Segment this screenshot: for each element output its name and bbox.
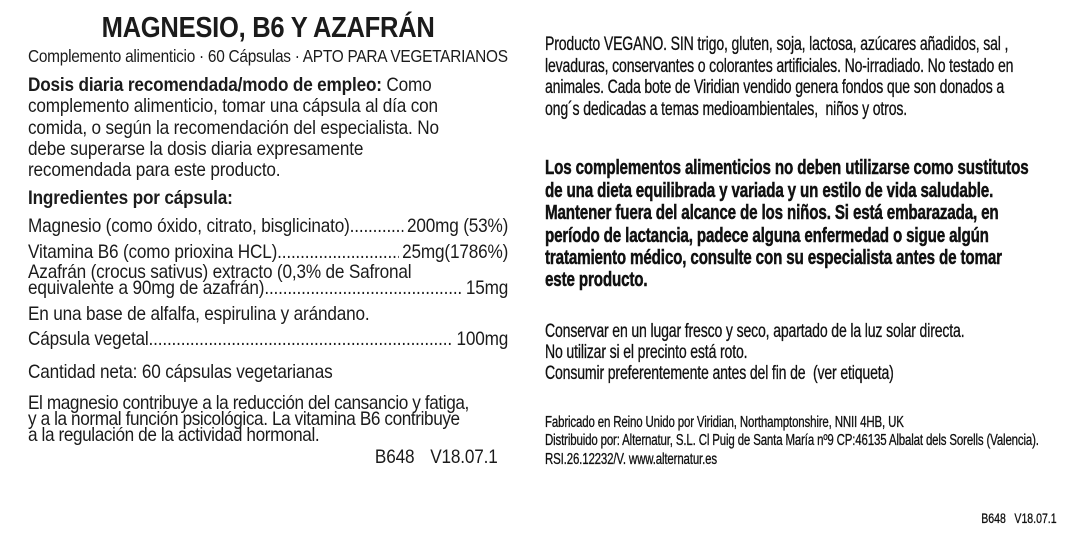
ingredient-base-note: En una base de alfalfa, espirulina y arándano. bbox=[28, 303, 370, 326]
right-column bbox=[545, 34, 1057, 469]
manufacturer-info: Fabricado en Reino Unido por Viridian, Northamptonshire, NNII 4HB, UK Distribuido por: Alternatur, S.L. Cl Puig de Santa María nº9 CP:46135 Albalat dels Sorells (Valencia). RSI.26.12232/V. www.alternatur.es bbox=[545, 413, 1039, 468]
ingredient-value: 100mg bbox=[456, 328, 509, 351]
ingredient-row-magnesium bbox=[28, 216, 508, 236]
vegan-info-paragraph: Producto VEGANO. SIN trigo, gluten, soja, lactosa, azúcares añadidos, sal , levaduras, conservantes o colorantes artificiales. No-irradiado. No testado en animales. Cada bote de Viridian vendido genera fondos que son donados a ong´s dedicadas a temas medioambientales, niños y otros. bbox=[545, 34, 1014, 120]
dot-leader bbox=[350, 216, 404, 236]
batch-number: B648 bbox=[981, 511, 1007, 526]
ingredient-value: 15mg bbox=[465, 277, 509, 300]
ingredients-heading: Ingredientes por cápsula: bbox=[28, 187, 233, 210]
version-number: V18.07.1 bbox=[430, 445, 498, 468]
left-column bbox=[28, 12, 508, 466]
product-title: MAGNESIO, B6 Y AZAFRÁN bbox=[101, 12, 435, 44]
ingredient-value: 25mg(1786%) bbox=[402, 241, 509, 264]
dot-leader bbox=[277, 242, 398, 262]
ingredient-label: Vitamina B6 (como prioxina HCL) bbox=[28, 241, 278, 264]
storage-instructions: Conservar en un lugar fresco y seco, apartado de la luz solar directa. No utilizar si el precinto está roto. Consumir preferentemente antes del fin de (ver etiqueta) bbox=[545, 320, 965, 384]
ingredient-saffron-line1: Azafrán (crocus sativus) extracto (0,3% de Safronal bbox=[28, 261, 412, 284]
batch-code-left bbox=[28, 445, 508, 468]
net-quantity: Cantidad neta: 60 cápsulas vegetarianas bbox=[28, 361, 333, 384]
ingredient-row-capsule bbox=[28, 329, 508, 349]
dot-leader bbox=[264, 280, 462, 296]
dosage-text: Como complemento alimenticio, tomar una cápsula al día con comida, o según la recomendación del especialista. No debe superarse la dosis diaria expresamente recomendada para este producto. bbox=[28, 74, 439, 182]
ingredient-value: 200mg (53%) bbox=[406, 215, 509, 238]
ingredient-label: Magnesio (como óxido, citrato, bisglicinato) bbox=[28, 215, 350, 238]
ingredient-label: Cápsula vegetal bbox=[28, 328, 149, 351]
product-subtitle: Complemento alimenticio · 60 Cápsulas · APTO PARA VEGETARIANOS bbox=[28, 46, 508, 66]
ingredient-label: equivalente a 90mg de azafrán) bbox=[28, 277, 265, 300]
version-number: V18.07.1 bbox=[1014, 511, 1057, 526]
left-column-inner bbox=[28, 12, 508, 466]
ingredient-row-saffron bbox=[28, 277, 509, 300]
right-column-inner bbox=[545, 34, 1057, 469]
batch-code-bottom-right bbox=[982, 511, 1057, 527]
health-claims: El magnesio contribuye a la reducción del cansancio y fatiga, y a la normal función psicológica. La vitamina B6 contribuye a la regulación de la actividad hormonal. bbox=[28, 392, 469, 447]
dosage-heading: Dosis diaria recomendada/modo de empleo: bbox=[28, 74, 382, 96]
warning-paragraph: Los complementos alimenticios no deben utilizarse como sustitutos de una dieta equilibrada y variada y un estilo de vida saludable. Mantener fuera del alcance de los niños. Si está embarazada, en período de lactancia, padece alguna enfermedad o sigue algún tratamiento médico, consulte con su especialista antes de tomar este producto. bbox=[545, 156, 1029, 292]
dot-leader bbox=[149, 329, 453, 349]
dosage-paragraph bbox=[28, 75, 508, 181]
ingredient-row-vitamin-b6 bbox=[28, 242, 508, 262]
batch-number: B648 bbox=[374, 445, 415, 468]
